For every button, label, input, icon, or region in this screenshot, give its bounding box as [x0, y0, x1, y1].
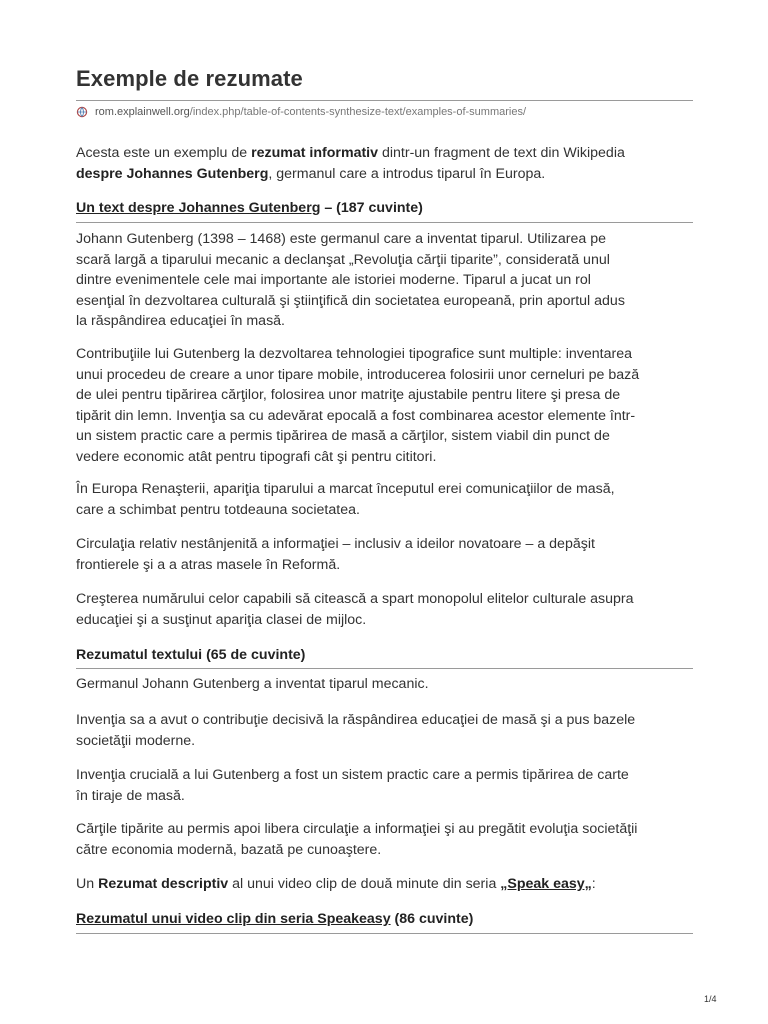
section-link-gutenberg[interactable]: Un text despre Johannes Gutenberg: [76, 200, 321, 216]
speak-easy-link[interactable]: „Speak easy„: [500, 876, 592, 892]
body-paragraph: [76, 819, 693, 860]
paragraph-line: un sistem practic care a permis tipărirea de masă a cărţilor, sistem viabil din punct de: [76, 428, 610, 444]
page-number: 1/4: [704, 994, 717, 1004]
section-heading-video: Rezumatul unui video clip din seria Speakeasy (86 cuvinte): [76, 911, 474, 927]
section-heading-summary: Rezumatul textului (65 de cuvinte): [76, 647, 306, 663]
paragraph-line: dintre evenimentele cele mai importante ale istoriei moderne. Tiparul a jucat un rol: [76, 272, 591, 288]
source-url[interactable]: [76, 106, 526, 118]
body-paragraph: [76, 534, 693, 575]
body-paragraph: [76, 479, 693, 520]
paragraph-line: în tiraje de masă.: [76, 787, 185, 804]
descriptive-paragraph: Un Rezumat descriptiv al unui video clip de două minute din seria „Speak easy„:: [76, 876, 596, 892]
paragraph-line: Invenţia crucială a lui Gutenberg a fost un sistem practic care a permis tipărirea de carte: [76, 767, 629, 783]
body-paragraph: [76, 589, 693, 630]
body-paragraph: [76, 765, 693, 806]
paragraph-line: la răspândirea educaţiei în masă.: [76, 313, 285, 329]
intro-bold-2: despre Johannes Gutenberg: [76, 165, 269, 182]
paragraph-line: de ulei pentru tipărirea cărţilor, folosirea unor matriţe ajustabile pentru litere şi presa de: [76, 387, 621, 403]
paragraph-line: Cărţile tipărite au permis apoi libera circulaţie a informaţiei şi au pregătit evoluţia societăţii: [76, 821, 638, 837]
body-paragraph: [76, 344, 693, 467]
section-link-speakeasy[interactable]: Rezumatul unui video clip din seria Speakeasy: [76, 911, 391, 927]
intro-bold-1: rezumat informativ: [251, 145, 379, 161]
paragraph-line: Circulaţia relativ nestânjenită a informaţiei – inclusiv a ideilor novatoare – a depăşit: [76, 536, 595, 552]
intro-paragraph: Acesta este un exemplu de rezumat informativ dintr-un fragment de text din Wikipedia despre Johannes Gutenberg, germanul care a introdus tiparul în Europa.: [76, 145, 625, 182]
paragraph-line: Invenţia sa a avut o contribuţie decisivă la răspândirea educaţiei de masă şi a pus bazele: [76, 712, 636, 728]
globe-icon: [76, 106, 88, 118]
paragraph-line: educaţiei şi a susţinut apariţia clasei de mijloc.: [76, 611, 367, 628]
paragraph-line: Johann Gutenberg (1398 – 1468) este germanul care a inventat tiparul. Utilizarea pe: [76, 231, 606, 247]
paragraph-line: tipărit din lemn. Invenţia sa cu adevărat epocală a fost combinarea acestor elemente într-: [76, 407, 636, 424]
paragraph-line: Creşterea numărului celor capabili să citească a spart monopolul elitelor culturale asupra: [76, 591, 634, 607]
body-paragraph: [76, 674, 693, 695]
body-paragraph: [76, 710, 693, 751]
paragraph-line: unui procedeu de creare a unor tipare mobile, introducerea folosirii unor cerneluri pe bază: [76, 366, 640, 383]
section-divider: [76, 933, 693, 934]
paragraph-line: vedere economic atât pentru tipografi cât şi pentru cititori.: [76, 448, 437, 465]
section-divider: [76, 222, 693, 223]
paragraph-line: esenţial în dezvoltarea culturală şi ştiinţifică din societatea europeană, prin aportul adus: [76, 292, 625, 309]
source-path: /index.php/table-of-contents-synthesize-text/examples-of-summaries/: [189, 106, 527, 118]
paragraph-line: societăţii moderne.: [76, 732, 196, 749]
paragraph-line: În Europa Renaşterii, apariţia tiparului a marcat începutul erei comunicaţiilor de masă,: [76, 481, 615, 497]
title-divider: [76, 100, 693, 101]
source-domain: rom.explainwell.org: [95, 106, 190, 118]
paragraph-line: care a schimbat pentru totdeauna societatea.: [76, 501, 360, 518]
paragraph-line: Contribuţiile lui Gutenberg la dezvoltarea tehnologiei tipografice sunt multiple: inventarea: [76, 346, 633, 362]
paragraph-line: către economia modernă, bazată pe cunoaştere.: [76, 841, 382, 858]
paragraph-line: Germanul Johann Gutenberg a inventat tiparul mecanic.: [76, 676, 429, 692]
section-divider: [76, 668, 693, 669]
section-heading-text: Un text despre Johannes Gutenberg – (187 cuvinte): [76, 200, 423, 216]
page-title: Exemple de rezumate: [76, 66, 303, 91]
body-paragraph: [76, 229, 693, 332]
paragraph-line: scară largă a tiparului mecanic a declanşat „Revoluţia cărţii tiparite”, considerată unul: [76, 251, 610, 268]
paragraph-line: frontierele şi a a atras masele în Reformă.: [76, 556, 341, 573]
